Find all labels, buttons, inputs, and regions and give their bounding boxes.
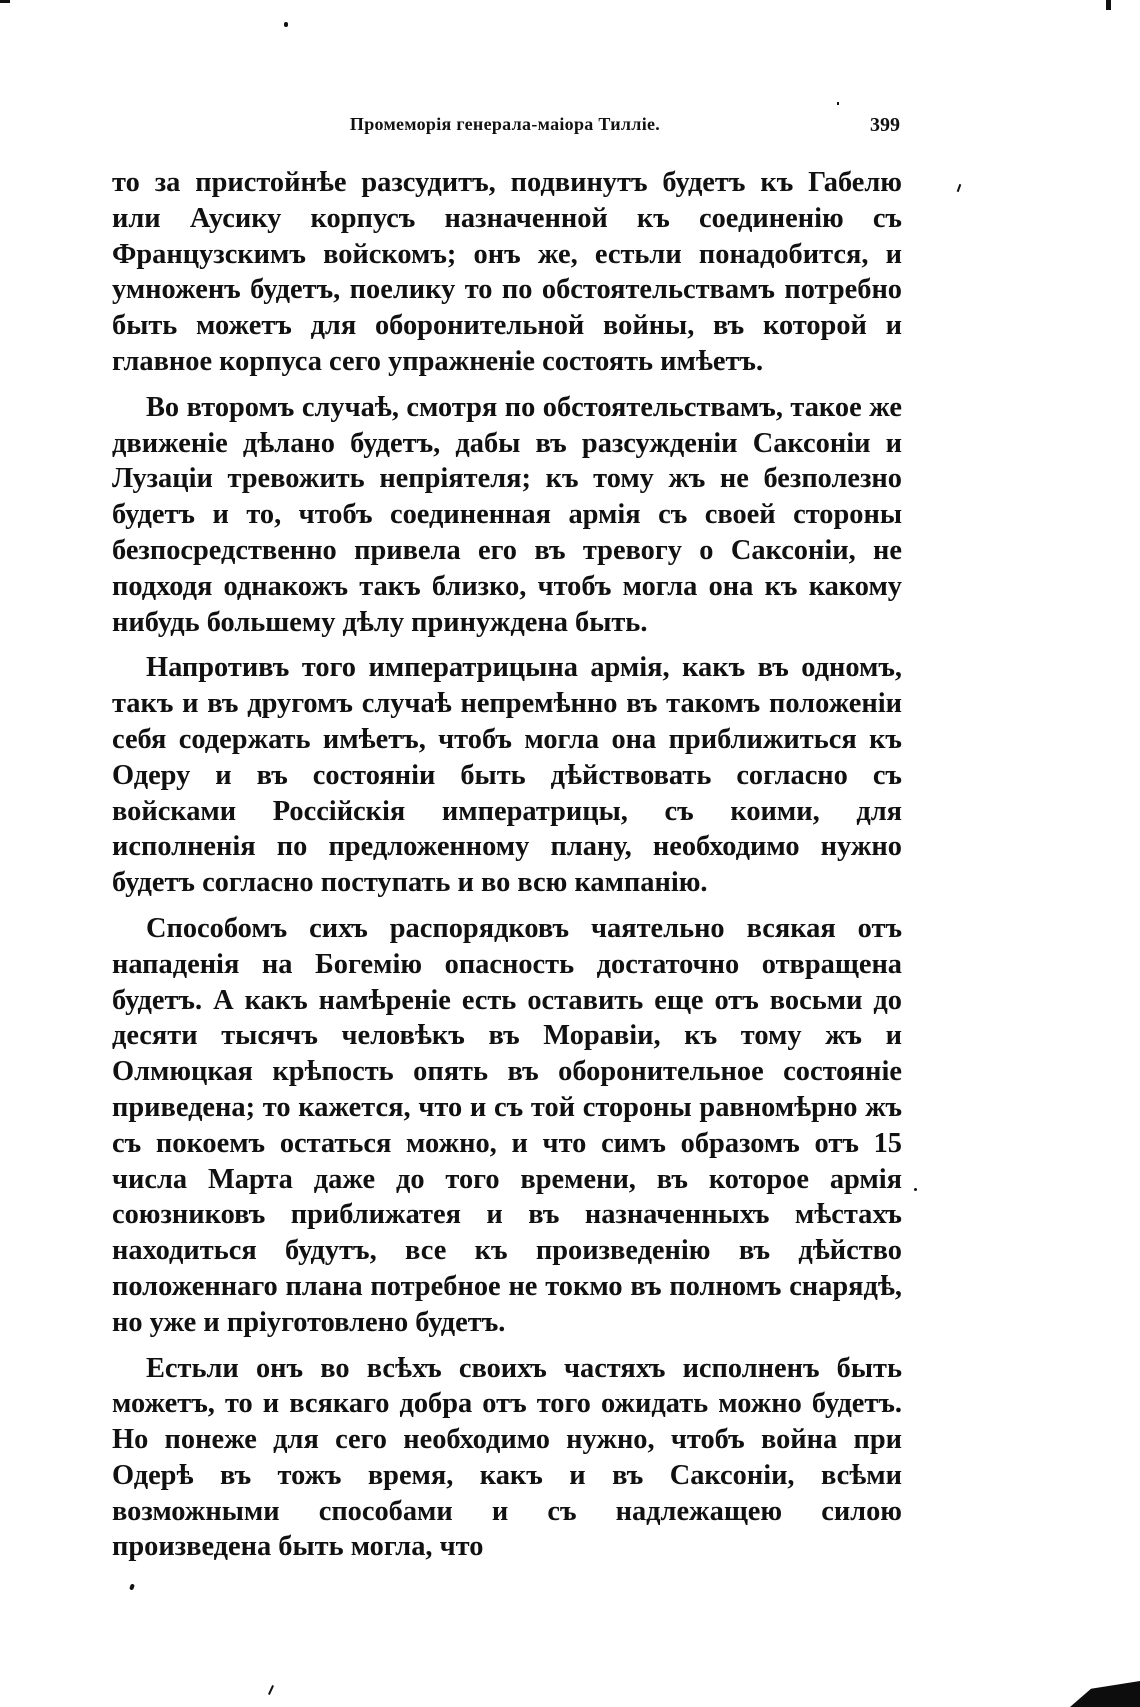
scan-speck: [268, 1685, 274, 1695]
body-text: [112, 165, 902, 1575]
scan-speck: [284, 22, 288, 27]
scan-speck: [837, 102, 839, 105]
paragraph: Во второмъ случаѣ, смотря по обстоятельствамъ, такое же движеніе дѣлано будетъ, дабы въ разсужденіи Саксоніи и Лузаціи тревожить непріятеля; къ тому жъ не безполезно будетъ и то, чтобъ соединенная армія съ своей стороны безпосредственно привела его въ тревогу о Саксоніи, не подходя однакожъ такъ близко, чтобъ могла она къ какому нибудь большему дѣлу принуждена быть.: [112, 391, 902, 638]
running-title: Промеморія генерала-маіора Тиллie.: [349, 114, 661, 134]
paragraph: Способомъ сихъ распорядковъ чаятельно всякая отъ нападенія на Богемію опасность достаточно отвращена будетъ. А какъ намѣреніе есть оставить еще отъ восьми до десяти тысячъ человѣкъ въ Моравіи, къ тому жъ и Олмюцкая крѣпость опять въ оборонительное состояніе приведена; то кажется, что и съ той стороны равномѣрно жъ съ покоемъ остаться можно, и что симъ образомъ отъ 15 числа Марта даже до того времени, въ которое армія союзниковъ приближатея и въ назначенныхъ мѣстахъ находиться будутъ, все къ произведенію въ дѣйство положеннаго плана потребное не токмо въ полномъ снарядѣ, но уже и пріуготовлено будетъ.: [112, 912, 902, 1338]
scan-edge-shadow: [1070, 1681, 1140, 1707]
scan-speck: [129, 1583, 135, 1590]
paragraph: Напротивъ того императрицына армія, какъ въ одномъ, такъ и въ другомъ случаѣ непремѣнно въ такомъ положеніи себя содержать имѣетъ, чтобъ могла она приближиться къ Одеру и въ состояніи быть дѣйствовать согласно съ войсками Россійскія императрицы, съ коими, для исполненія по предложенному плану, необходимо нужно будетъ согласно поступать и во всю кампанію.: [112, 652, 902, 899]
page-header: [110, 114, 900, 144]
scan-speck: [957, 184, 962, 192]
paragraph: Естьли онъ во всѣхъ своихъ частяхъ исполненъ быть можетъ, то и всякаго добра отъ того ожидать можно будетъ. Но понеже для сего необходимо нужно, чтобъ война при Одерѣ въ тожъ время, какъ и въ Саксоніи, всѣми возможными способами и съ надлежащею силою произведена быть могла, что: [112, 1352, 902, 1563]
paragraph: то за пристойнѣе разсудитъ, подвинутъ будетъ къ Габелю или Аусику корпусъ назначенной къ соединенію съ Французскимъ войскомъ; онъ же, естьли понадобится, и умноженъ будетъ, поелику то по обстоятельствамъ потребно быть можетъ для оборонительной войны, въ которой и главное корпуса сего упражненіе состоять имѣетъ.: [112, 167, 902, 377]
page-number: 399: [870, 114, 900, 136]
scan-speck: [914, 1188, 917, 1191]
scan-mark: [0, 0, 10, 3]
scan-mark: [1106, 0, 1111, 10]
